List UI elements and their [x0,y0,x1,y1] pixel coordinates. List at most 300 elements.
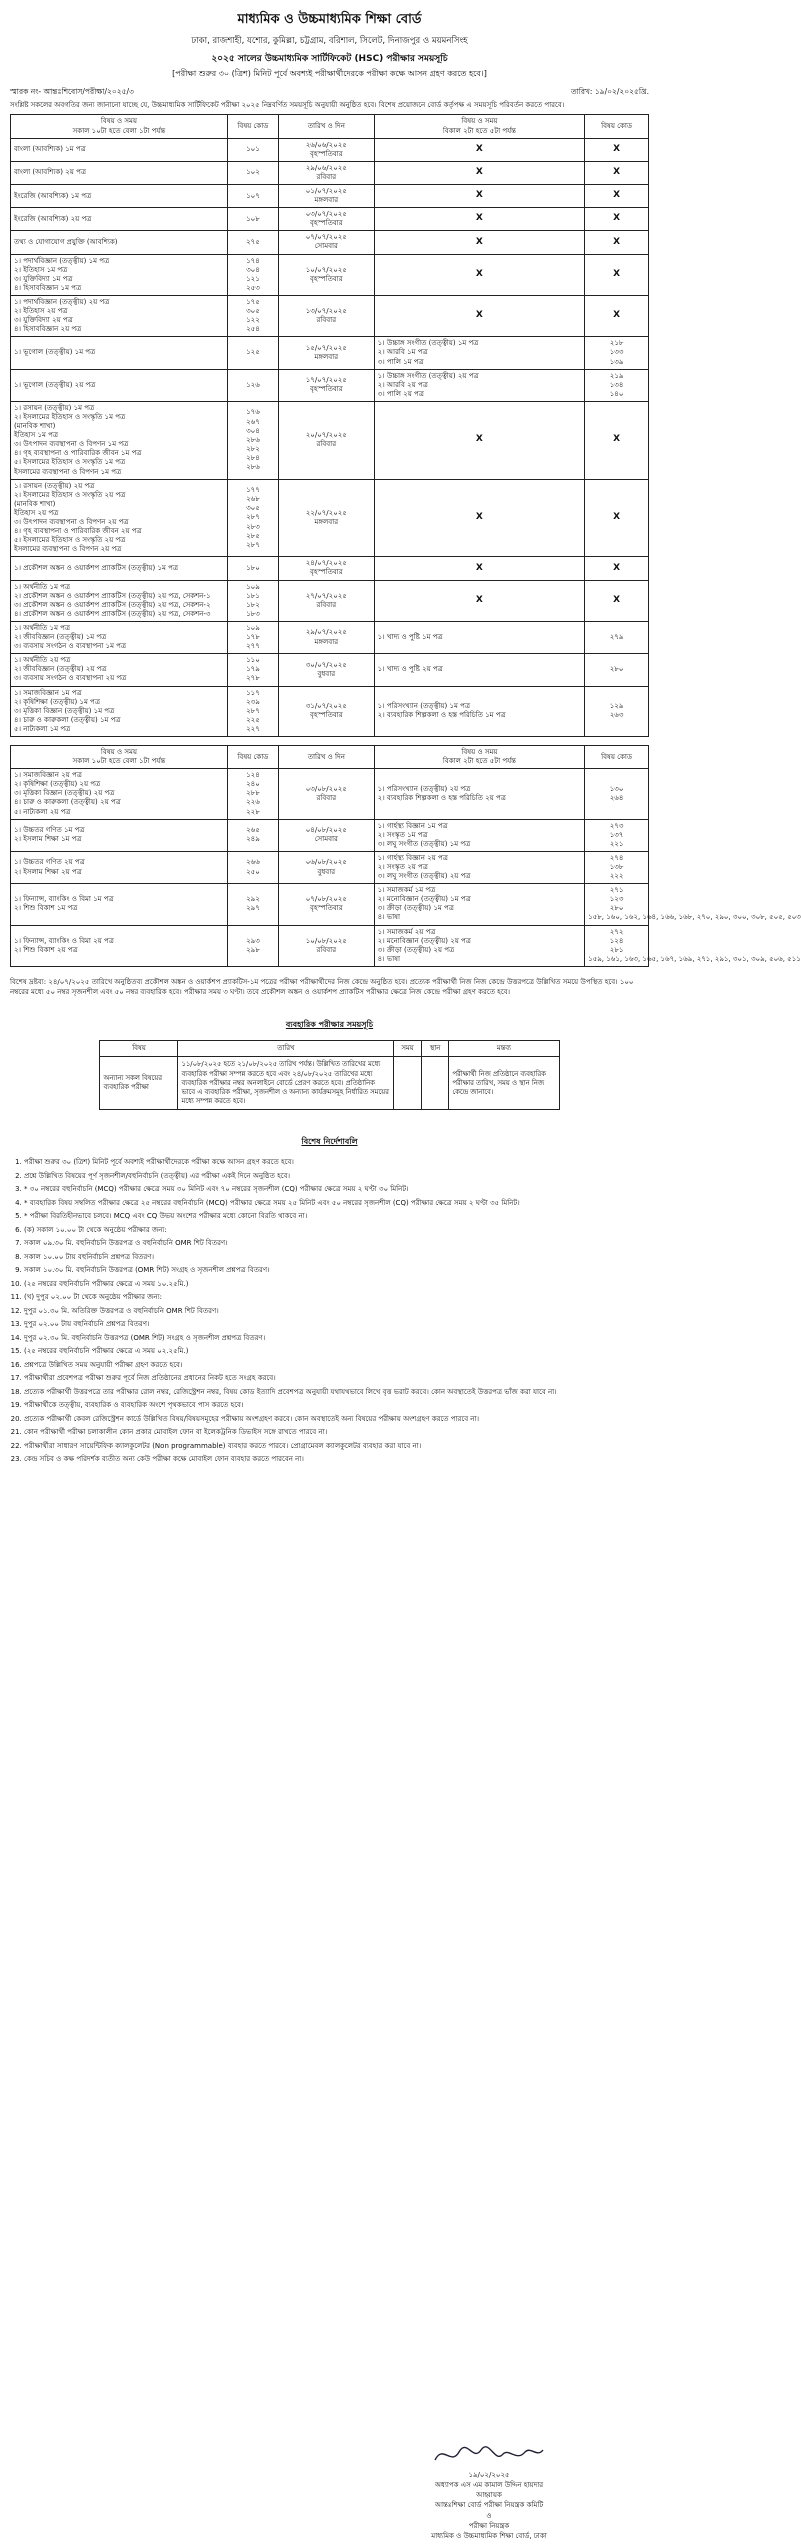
date-value: ২৯/০৭/২০২৫ [305,628,347,637]
day-value: মঙ্গলবার [314,352,339,361]
afternoon-subject-cell-line: ২। সংস্কৃত ১ম পত্র [377,830,428,839]
afternoon-subject-cell-line: ২। মনোবিজ্ঞান (তত্ত্বীয়) ২য় পত্র [377,936,471,945]
table-row [11,557,649,580]
morning-code-cell-line: ২৫৪ [246,325,260,334]
morning-subject-cell-line: ৫। নাট্যকলা ১ম পত্র [14,724,71,733]
date-cell [278,686,374,736]
header-code-afternoon: বিষয় কোড [585,745,649,768]
table-header-row [11,115,649,138]
day-value: রবিবার [316,172,337,181]
afternoon-none-mark: X [374,580,585,621]
instruction-item: 17. পরীক্ষার্থীরা প্রবেশপত্র পরীক্ষা শুরুর পূর্বে নিজ প্রতিষ্ঠানের প্রধানের নিকট হতে সংগ্রহ করবে। [24,1373,649,1384]
table-row [11,819,649,851]
instruction-item: 6. (ক) সকাল ১০.০০ টা থেকে অনুষ্ঠেয় পরীক্ষার জন্য: [24,1225,649,1236]
afternoon-none-mark: X [374,161,585,184]
morning-code-cell [227,654,278,686]
morning-code-cell [227,819,278,851]
afternoon-subject-cell-line: ২। মনোবিজ্ঞান (তত্ত্বীয়) ১ম পত্র [377,895,471,904]
morning-subject-cell [11,769,228,819]
date-cell [278,851,374,883]
morning-subject-cell [11,621,228,653]
morning-subject-cell [11,479,228,557]
date-cell [278,401,374,479]
signature-date: ১৯/০২/২০২৫ [468,2471,510,2479]
instruction-item: 4. * ব্যবহারিক বিষয় সম্বলিত পরীক্ষার ক্ষেত্রে ২৫ নম্বরের বহুনির্বাচনি (MCQ) পরীক্ষার ক্ষেত্রে সময় ২৫ মিনিট এবং ৫০ নম্বরের সৃজনশীল (CQ) পরীক্ষার ক্ষেত্রে সময় ২ ঘণ্টা ৩৫ মিনিট। [24,1198,649,1209]
table-row [11,254,649,295]
date-cell [278,621,374,653]
morning-subject-cell-line: ২। কৃষিশিক্ষা (তত্ত্বীয়) ২য় পত্র [14,780,101,789]
morning-code-cell-line: ১০১ [246,145,260,154]
morning-code-cell [227,769,278,819]
morning-code-cell-line: ১৭৬ [246,408,260,417]
morning-subject-cell-line: ২। শিশু বিকাশ ২য় পত্র [14,945,78,954]
morning-subject-cell [11,654,228,686]
instruction-item: 18. প্রত্যেক পরীক্ষার্থী উত্তরপত্রে তার পরীক্ষার রোল নম্বর, রেজিস্ট্রেশন নম্বর, বিষয় কোড ইত্যাদি প্রবেশপত্র অনুযায়ী যথাযথভাবে লিখে বৃত্ত ভরাট করবে। কোন অবস্থাতেই উত্তরপত্র ভাঁজ করা যাবে না। [24,1387,649,1398]
morning-subject-cell-line: ১। প্রকৌশল অঙ্কন ও ওয়ার্কশপ প্র্যাকটিস (তত্ত্বীয়) ১ম পত্র [14,563,179,572]
afternoon-code-cell-line: ২৭৪ [609,853,624,862]
afternoon-subject-cell-line: ২। আরবি ১ম পত্র [377,348,428,357]
morning-code-cell-line: ১৭৪ [246,256,260,265]
morning-subject-cell-line: ৪। গৃহ ব্যবস্থাপনা ও পারিবারিক জীবন ১ম পত্র [14,449,142,458]
morning-code-cell-line: ২২৫ [246,715,260,724]
morning-code-cell-line: ১৮০ [246,563,260,572]
afternoon-subject-cell-line: ৩। পালি ১ম পত্র [377,357,424,366]
afternoon-subject-cell [374,686,585,736]
date-value: ২০/০৭/২০২৫ [305,431,347,440]
day-value: বৃহস্পতিবার [309,568,343,577]
morning-code-cell-line: ২৯২ [246,895,260,904]
morning-code-cell-line: ২৬৬ [246,858,260,867]
date-value: ১০/০৭/২০২৫ [305,265,347,274]
date-cell [278,580,374,621]
afternoon-code-cell-line: ১২৪ [609,936,624,945]
morning-subject-cell-line: ইংরেজি (আবশ্যিক) ২য় পত্র [14,214,92,223]
instruction-item: 19. পরীক্ষার্থীকে তত্ত্বীয়, ব্যবহারিক ও ব্যবহারিক অংশে পৃথকভাবে পাস করতে হবে। [24,1400,649,1411]
day-value: বৃহস্পতিবার [309,149,343,158]
afternoon-code-cell-line: ২৭২ [609,927,624,936]
morning-code-cell [227,254,278,295]
signatory-name: অধ্যাপক এস এম কামাল উদ্দিন হায়দার [434,2481,544,2490]
morning-code-cell [227,337,278,369]
date-cell [278,369,374,401]
afternoon-subject-cell-line: ১। খাদ্য ও পুষ্টি ১ম পত্র [377,633,443,642]
afternoon-code-cell-line: ২৭১ [609,886,624,895]
morning-code-cell-line: ২৬৮ [246,495,260,504]
afternoon-none-mark: X [374,557,585,580]
morning-code-cell-line: ২৯৭ [246,904,260,913]
afternoon-code-cell [585,621,649,653]
morning-code-cell [227,851,278,883]
afternoon-code-cell [585,884,801,925]
morning-code-cell-line: ১১০ [246,656,260,665]
morning-code-cell-line: ২২৬ [246,798,260,807]
morning-subject-cell [11,369,228,401]
table-row [11,621,649,653]
morning-subject-cell-line: ইসলামের ব্যবস্থাপনা ও বিপণন ২য় পত্র [14,545,122,554]
day-value: বৃহস্পতিবার [309,274,343,283]
signatory-role-5: মাধ্যমিক ও উচ্চমাধ্যমিক শিক্ষা বোর্ড, ঢাকা [431,2531,547,2540]
header-subject-afternoon: বিষয় ও সময় বিকাল ২টা হতে ৫টা পর্যন্ত [374,115,585,138]
morning-subject-cell-line: ৩। মৃত্তিকা বিজ্ঞান (তত্ত্বীয়) ১ম পত্র [14,706,115,715]
date-value: ০৬/০৮/২০২৫ [305,858,347,867]
morning-subject-cell-line: (মানবিক শাখা) [14,422,56,431]
morning-subject-cell-line: ১। ভূগোল (তত্ত্বীয়) ২য় পত্র [14,380,96,389]
date-value: ০৭/০৭/২০২৫ [305,233,347,242]
morning-subject-cell [11,337,228,369]
afternoon-subject-cell-line: ২। ব্যবহারিক শিল্পকলা ও হস্ত পরিচিতি ১ম পত্র [377,711,506,720]
practical-remark: পরীক্ষার্থী নিজ প্রতিষ্ঠানে ব্যবহারিক পরীক্ষার তারিখ, সময় ও স্থান নিজ কেন্দ্রে জানাবে। [449,1057,559,1110]
morning-code-cell [227,884,278,925]
afternoon-subject-cell-line: ১। উচ্চাঙ্গ সংগীত (তত্ত্বীয়) ২য় পত্র [377,371,479,380]
morning-code-cell-line: ২৯৩ [246,936,260,945]
day-value: বুধবার [317,867,336,876]
morning-code-cell-line: ১০৯ [246,623,260,632]
morning-subject-cell-line: ২। ইসলামের ইতিহাস ও সংস্কৃতি ২য় পত্র [14,490,126,499]
afternoon-subject-cell-line: ৩। ক্রীড়া (তত্ত্বীয়) ২য় পত্র [377,945,455,954]
morning-code-cell [227,185,278,208]
table-row [11,884,649,925]
practical-date: ১১/০৮/২০২৫ হতে ২১/০৮/২০২৫ তারিখ পর্যন্ত। উল্লিখিত তারিখের মধ্যে ব্যবহারিক পরীক্ষা সম্পন্ন করতে হবে এবং ২৪/০৮/২০২৫ তারিখের মধ্যে ব্যবহারিক পরীক্ষার নম্বর অনলাইনে বোর্ডে প্রেরণ করতে হবে। প্রতিষ্ঠানিক ভাবে এ ব্যবহারিক পরীক্ষা, সৃজনশীল ও অন্যান্য কার্যক্রমসমূহ নির্ধারিত সময়ের মধ্যে সম্পন্ন করতে হবে। [178,1057,394,1110]
morning-code-cell-line: ১০৯ [246,582,260,591]
morning-code-cell-line: ১৭৭ [246,486,260,495]
morning-code-cell-line: ৩০৪ [246,426,260,435]
table-row [11,295,649,336]
afternoon-subject-cell [374,621,585,653]
afternoon-subject-cell-line: ১। পরিসংখ্যান (তত্ত্বীয়) ২য় পত্র [377,784,471,793]
morning-subject-cell-line: ৩। ব্যবসায় সংগঠন ও ব্যবস্থাপনা ১ম পত্র [14,642,127,651]
morning-code-cell-line: ১৭৯ [246,665,260,674]
afternoon-subject-cell [374,654,585,686]
morning-code-cell-line: ১২৬ [246,380,260,389]
morning-code-cell-line: ২৫০ [246,867,260,876]
afternoon-code-cell-line: ১৩৯ [609,357,624,366]
day-value: সোমবার [314,242,338,251]
instruction-item: 15. (২৫ নম্বরের বহুনির্বাচনি পরীক্ষার ক্ষেত্রে এ সময় ০২.২৫মি.) [24,1346,649,1357]
morning-code-cell-line: ২৮৩ [246,522,260,531]
morning-subject-cell-line: ১। সমাজবিজ্ঞান ২য় পত্র [14,771,82,780]
afternoon-subject-cell [374,769,585,819]
instruction-item: 3. * ৩০ নম্বরের বহুনির্বাচনি (MCQ) পরীক্ষার ক্ষেত্রে সময় ৩০ মিনিট এবং ৭০ নম্বরের সৃজনশীল (CQ) পরীক্ষার ক্ষেত্রে সময় ২ ঘণ্টা ৩০ মিনিট। [24,1184,649,1195]
morning-subject-cell-line: ১। অর্থনীতি ১ম পত্র [14,623,71,632]
date-cell [278,479,374,557]
morning-subject-cell-line: ৪। চারু ও কারুকলা (তত্ত্বীয়) ১ম পত্র [14,715,121,724]
instruction-item: 5. * পরীক্ষা বিরতিহীনভাবে চলবে। MCQ এবং CQ উভয় অংশের পরীক্ষার মধ্যে কোনো বিরতি থাকবে না। [24,1211,649,1222]
afternoon-subject-cell [374,337,585,369]
header-subject-morning: বিষয় ও সময় সকাল ১০টা হতে বেলা ১টা পর্যন্ত [11,745,228,768]
morning-subject-cell-line: (মানবিক শাখা) [14,499,56,508]
instruction-item: 16. প্রশ্নপত্রে উল্লিখিত সময় অনুযায়ী পরীক্ষা গ্রহণ করতে হবে। [24,1360,649,1371]
day-value: মঙ্গলবার [314,518,339,526]
day-value: বৃহস্পতিবার [309,219,343,228]
date-value: ২২/০৭/২০২৫ [305,508,347,517]
header-subject-afternoon: বিষয় ও সময় বিকাল ২টা হতে ৫টা পর্যন্ত [374,745,585,768]
memo-date: তারিখ: ১৯/০২/২০২৫খ্রি. [570,87,649,96]
morning-code-cell-line: ১২১ [246,274,260,283]
practical-header-date: তারিখ [178,1041,394,1057]
memo-number: স্মারক নং- আন্তঃশিবোস/পরীক্ষা/২০২৫/৩ [10,87,134,96]
practical-header-remark: মন্তব্য [449,1041,559,1057]
date-value: ০৭/০৮/২০২৫ [305,895,347,904]
morning-subject-cell [11,580,228,621]
exam-schedule-table-2 [10,745,801,967]
afternoon-subject-cell-line: ৩। পালি ২য় পত্র [377,389,424,398]
morning-subject-cell-line: ১। সমাজবিজ্ঞান ১ম পত্র [14,688,82,697]
afternoon-code-cell-line: ১২৯ [609,702,624,711]
afternoon-code-cell-line: ২৮০ [609,904,624,913]
morning-subject-cell [11,686,228,736]
morning-subject-cell-line: ১। উচ্চতর গণিত ১ম পত্র [14,826,85,835]
morning-code-cell-line: ২৮৬ [246,462,260,471]
morning-code-cell-line: ২৪৯ [246,835,260,844]
morning-subject-cell-line: ৫। ইসলামের ইতিহাস ও সংস্কৃতি ১ম পত্র [14,458,126,467]
morning-code-cell-line: ৩০৪ [246,265,260,274]
afternoon-subject-cell-line: ৪। ভাষা [377,913,401,922]
schedule-title: ২০২৫ সালের উচ্চমাধ্যমিক সার্টিফিকেট (HSC) পরীক্ষার সময়সূচি [211,54,448,64]
date-value: ২৪/০৭/২০২৫ [305,559,347,568]
morning-subject-cell-line: ১। রসায়ন (তত্ত্বীয়) ১ম পত্র [14,403,95,412]
date-cell [278,231,374,254]
afternoon-none-mark: X [374,231,585,254]
afternoon-subject-cell-line: ১। পরিসংখ্যান (তত্ত্বীয়) ১ম পত্র [377,702,471,711]
signatory-role-3: ও [486,2511,492,2520]
day-value: রবিবার [316,600,337,609]
instruction-item: 9. সকাল ১০.৩০ মি. বহুনির্বাচনি উত্তরপত্র (OMR শিট) সংগ্রহ ও সৃজনশীল প্রশ্নপত্র বিতরণ। [24,1265,649,1276]
morning-subject-cell-line: বাংলা (আবশ্যিক) ১ম পত্র [14,145,86,154]
date-cell [278,185,374,208]
afternoon-code-cell [585,819,649,851]
date-value: ৩১/০৭/২০২৫ [305,702,347,711]
morning-code-cell-line: ১৭৫ [246,297,260,306]
afternoon-code-cell [585,369,649,401]
morning-code-cell-line: ২৮২ [246,444,260,453]
intro-text: সংশ্লিষ্ট সকলের অবগতির জন্য জানানো যাচ্ছে যে, উচ্চমাধ্যমিক সার্টিফিকেট পরীক্ষা ২০২৫ নিম্নবর্ণিত সময়সূচি অনুযায়ী অনুষ্ঠিত হবে। বিশেষ প্রয়োজনে বোর্ড কর্তৃপক্ষ এ সময়সূচি পরিবর্তন করতে পারবে। [10,101,565,109]
morning-code-cell [227,161,278,184]
morning-subject-cell-line: ১। অর্থনীতি ২য় পত্র [14,656,71,665]
day-value: বৃহস্পতিবার [309,904,343,913]
afternoon-code-cell-line: ১৩০ [609,784,624,793]
morning-code-cell-line: ২৮৬ [246,435,260,444]
date-value: ২৯/০৬/২০২৫ [305,163,347,172]
afternoon-code-cell-line: ২৭৯ [609,633,624,642]
morning-code-cell [227,621,278,653]
practical-header-subject: বিষয় [100,1041,178,1057]
morning-code-cell [227,479,278,557]
afternoon-code-cell-line: ২৮০ [609,665,624,674]
table-row [11,479,649,557]
afternoon-code-cell-line: ১৫৮, ১৬০, ১৬২, ১৬৪, ১৬৬, ১৬৮, ২৭০, ২৯০, ৩০০, ৩০৮, ৫০৫, ৫০৩ [588,913,801,922]
table-row [11,654,649,686]
morning-code-cell-line: ২২৭ [246,724,260,733]
morning-subject-cell-line: ২। জীববিজ্ঞান (তত্ত্বীয়) ১ম পত্র [14,633,107,642]
morning-code-cell-line: ১২৪ [246,771,260,780]
afternoon-subject-cell-line: ২। সংস্কৃত ২য় পত্র [377,863,428,871]
instruction-item: 7. সকাল ০৯.৩০ মি. বহুনির্বাচনি উত্তরপত্র ও বহুনির্বাচনি OMR শিট বিতরণ। [24,1238,649,1249]
instruction-item: 8. সকাল ১০.০০ টায় বহুনির্বাচনি প্রশ্নপত্র বিতরণ। [24,1252,649,1263]
signatory-role-4: পরীক্ষা নিয়ন্ত্রক [468,2521,510,2530]
morning-subject-cell-line: ২। ইসলাম শিক্ষা ১ম পত্র [14,835,82,844]
afternoon-code-cell-line: ২৮১ [609,945,624,954]
morning-subject-cell-line: ৫। ইসলামের ইতিহাস ও সংস্কৃতি ২য় পত্র [14,536,126,545]
day-value: সোমবার [314,835,338,844]
header-subject-morning: বিষয় ও সময় সকাল ১০টা হতে বেলা ১টা পর্যন্ত [11,115,228,138]
morning-code-cell-line: ১১৭ [246,688,260,697]
morning-subject-cell-line: তথ্য ও যোগাযোগ প্রযুক্তি (আবশ্যিক) [14,237,118,246]
day-value: রবিবার [316,793,337,802]
practical-subject: অন্যান্য সকল বিষয়ের ব্যবহারিক পরীক্ষা [100,1057,178,1110]
morning-code-cell-line: ২৯৮ [246,945,260,954]
morning-subject-cell-line: ৩। উৎপাদন ব্যবস্থাপনা ও বিপণন ১ম পত্র [14,440,129,449]
afternoon-code-none-mark: X [585,185,649,208]
date-value: ১০/০৮/২০২৫ [305,936,347,945]
afternoon-subject-cell-line: ১। উচ্চাঙ্গ সংগীত (তত্ত্বীয়) ১ম পত্র [377,339,479,348]
morning-subject-cell-line: ৩। যুক্তিবিদ্যা ১ম পত্র [14,274,73,283]
day-value: রবিবার [316,440,337,449]
morning-subject-cell-line: ইংরেজি (আবশ্যিক) ১ম পত্র [14,191,92,200]
signatory-role-2: আন্তঃশিক্ষা বোর্ড পরীক্ষা নিয়ন্ত্রক কমিটি [434,2501,544,2510]
morning-code-cell-line: ১০২ [246,168,260,177]
table-row [11,161,649,184]
afternoon-subject-cell-line: ২। আরবি ২য় পত্র [377,380,428,389]
afternoon-code-cell [585,654,649,686]
instruction-item: 1. পরীক্ষা শুরুর ৩০ (ত্রিশ) মিনিট পূর্বে অবশ্যই পরীক্ষার্থীদেরকে পরীক্ষা কক্ষে আসন গ্রহণ করতে হবে। [24,1157,649,1168]
morning-subject-cell-line: ২। প্রকৌশল অঙ্কন ও ওয়ার্কশপ প্র্যাকটিস (তত্ত্বীয়) ২য় পত্র, সেকশন-১ [14,591,211,600]
table-row [11,208,649,231]
morning-subject-cell-line: ১। উচ্চতর গণিত ২য় পত্র [14,858,85,867]
morning-subject-cell-line: ৩। ব্যবসায় সংগঠন ও ব্যবস্থাপনা ২য় পত্র [14,674,127,683]
afternoon-subject-cell [374,369,585,401]
table-row [11,580,649,621]
afternoon-none-mark: X [374,254,585,295]
morning-subject-cell [11,208,228,231]
morning-code-cell-line: ২২৮ [246,807,260,816]
table-row [11,401,649,479]
afternoon-subject-cell-line: ১। সমাজকর্ম ১ম পত্র [377,886,436,895]
date-cell [278,557,374,580]
morning-subject-cell-line: ৪। হিসাববিজ্ঞান ২য় পত্র [14,325,82,334]
morning-subject-cell-line: ২। জীববিজ্ঞান (তত্ত্বীয়) ২য় পত্র [14,665,107,674]
morning-subject-cell-line: ২। ইসলাম শিক্ষা ২য় পত্র [14,867,82,876]
practical-title: ব্যবহারিক পরীক্ষার সময়সূচি [285,1020,374,1030]
morning-subject-cell [11,851,228,883]
date-cell [278,654,374,686]
morning-code-cell-line: ২৮৭ [246,513,260,522]
morning-subject-cell-line: ৩। উৎপাদন ব্যবস্থাপনা ও বিপণন ২য় পত্র [14,518,129,526]
afternoon-none-mark: X [374,479,585,557]
header-date: তারিখ ও দিন [278,115,374,138]
morning-subject-cell-line: ৩। প্রকৌশল অঙ্কন ও ওয়ার্কশপ প্র্যাকটিস (তত্ত্বীয়) ২য় পত্র, সেকশন-২ [14,600,211,609]
signatory-role-1: আহ্বায়ক [476,2491,502,2500]
practical-header-place: স্থান [421,1041,449,1057]
date-cell [278,161,374,184]
board-cities: ঢাকা, রাজশাহী, যশোর, কুমিল্লা, চট্টগ্রাম, বরিশাল, সিলেট, দিনাজপুর ও ময়মনসিংহ [191,36,468,46]
morning-subject-cell-line: ইতিহাস ১ম পত্র [14,431,59,440]
afternoon-subject-cell-line: ২। ব্যবহারিক শিল্পকলা ও হস্ত পরিচিতি ২য় পত্র [377,793,506,802]
morning-code-cell [227,580,278,621]
morning-subject-cell [11,295,228,336]
afternoon-code-cell-line: ২১৯ [609,371,624,380]
header-code: বিষয় কোড [227,115,278,138]
morning-subject-cell-line: ইসলামের ব্যবস্থাপনা ও বিপণন ১ম পত্র [14,467,122,476]
morning-subject-cell-line: ১। ফিন্যান্স, ব্যাংকিং ও বিমা ১ম পত্র [14,895,114,904]
afternoon-subject-cell [374,819,585,851]
header-code-afternoon: বিষয় কোড [585,115,649,138]
morning-subject-cell [11,185,228,208]
afternoon-code-cell-line: ১৪০ [609,389,624,398]
date-cell [278,295,374,336]
afternoon-subject-cell-line: ১। গার্হস্থ্য বিজ্ঞান ২য় পত্র [377,853,448,862]
day-value: মঙ্গলবার [314,637,339,646]
afternoon-subject-cell-line: ৩। লঘু সংগীত (তত্ত্বীয়) ২য় পত্র [377,872,471,881]
morning-subject-cell-line: ৩। যুক্তিবিদ্যা ২য় পত্র [14,316,73,325]
date-cell [278,337,374,369]
day-value: রবিবার [316,316,337,325]
morning-subject-cell [11,557,228,580]
afternoon-none-mark: X [374,295,585,336]
table-row [11,369,649,401]
practical-row [100,1057,559,1110]
afternoon-code-cell [585,851,649,883]
header-date: তারিখ ও দিন [278,745,374,768]
morning-code-cell [227,295,278,336]
date-value: ০৩/০৮/২০২৫ [305,784,347,793]
instruction-item: 11. (খ) দুপুর ০২.০০ টা থেকে অনুষ্ঠেয় পরীক্ষার জন্য: [24,1292,649,1303]
date-value: ২৬/০৬/২০২৫ [305,140,347,149]
date-value: ১৫/০৭/২০২৫ [305,343,347,352]
morning-subject-cell-line: ইতিহাস ২য় পত্র [14,508,59,517]
morning-code-cell-line: ১৮১ [246,591,260,600]
afternoon-none-mark: X [374,401,585,479]
table-row [11,138,649,161]
practical-time [394,1057,422,1110]
morning-subject-cell [11,819,228,851]
day-value: বৃহস্পতিবার [309,711,343,720]
afternoon-none-mark: X [374,185,585,208]
afternoon-code-cell-line: ১৩৩ [609,348,624,357]
afternoon-code-cell [585,337,649,369]
afternoon-code-none-mark: X [585,557,649,580]
date-value: ২৭/০৭/২০২৫ [305,591,347,600]
morning-code-cell-line: ২৮৫ [246,531,260,540]
practical-table [99,1040,559,1110]
afternoon-code-none-mark: X [585,138,649,161]
date-value: ৩০/০৭/২০২৫ [305,660,347,669]
morning-subject-cell-line: ১। অর্থনীতি ১ম পত্র [14,582,71,591]
morning-code-cell-line: ২৭৫ [246,237,260,246]
special-note: বিশেষ দ্রষ্টব্য: ২৪/০৭/২০২৫ তারিখে অনুষ্ঠিতব্য প্রকৌশল অঙ্কন ও ওয়ার্কশপ প্র্যাকটিস-১ম পত্রের পরীক্ষা পরীক্ষার্থীদের নিজ কেন্দ্রে অনুষ্ঠিত হবে। প্রত্যেক পরীক্ষার্থী নিজ নিজ কেন্দ্রে উত্তরপত্রে উল্লিখিত সময়ে উপস্থিত হবে। ১০০ নম্বরের মধ্যে ৫০ নম্বর সৃজনশীল এবং ৫০ নম্বর ব্যবহারিক হবে। পরীক্ষার সময় ৩ ঘণ্টা। তবে প্রকৌশল অঙ্কন ও ওয়ার্কশপ প্র্যাকটিস পরীক্ষার ক্ষেত্রে নিজ কেন্দ্রে পরীক্ষা গ্রহণ করতে হবে। [10,977,634,997]
morning-subject-cell-line: ২। শিশু বিকাশ ১ম পত্র [14,904,78,913]
afternoon-code-cell [585,769,649,819]
morning-code-cell [227,557,278,580]
morning-code-cell-line: ২৮৮ [246,789,260,798]
morning-code-cell-line: ২৩৯ [246,697,260,706]
afternoon-code-cell-line: ২২১ [609,839,624,848]
table-row [11,851,649,883]
date-value: ০১/০৭/২০২৫ [305,187,347,195]
afternoon-code-none-mark: X [585,161,649,184]
morning-code-cell-line: ৩০৫ [246,307,260,316]
afternoon-code-none-mark: X [585,254,649,295]
table-row [11,686,649,736]
table-row [11,231,649,254]
afternoon-code-cell-line: ২৬৪ [609,793,624,802]
afternoon-subject-cell-line: ১। সমাজকর্ম ২য় পত্র [377,927,436,936]
afternoon-code-cell-line: ১৩৭ [609,830,624,839]
table-header-row [11,745,649,768]
morning-code-cell [227,401,278,479]
afternoon-code-cell-line: ২২২ [609,872,624,881]
instruction-item: 23. কেন্দ্র সচিব ও কক্ষ পরিদর্শক ব্যতীত অন্য কেউ পরীক্ষা কক্ষে মোবাইল ফোন ব্যবহার করতে পারবেন না। [24,1454,649,1465]
morning-code-cell [227,208,278,231]
